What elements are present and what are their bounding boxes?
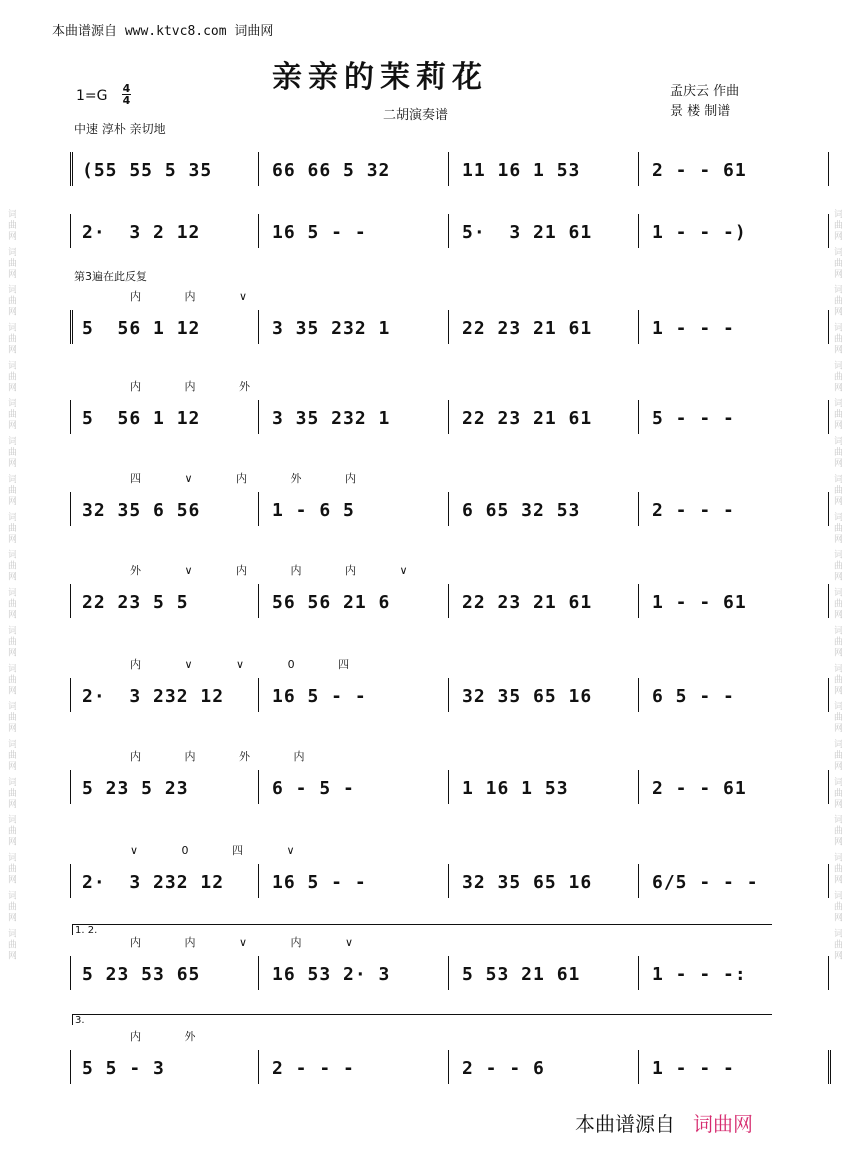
barline <box>258 864 259 898</box>
barline <box>70 770 71 804</box>
measure: 5 5 - 3 <box>82 1058 165 1079</box>
barline <box>638 400 639 434</box>
measure: 1 - - 61 <box>652 592 747 613</box>
time-top: 4 <box>122 82 131 95</box>
measure: 16 5 - - <box>272 222 367 243</box>
barline <box>448 1050 449 1084</box>
notation-line <box>74 686 772 726</box>
measure: 5· 3 21 61 <box>462 222 593 243</box>
measure: 56 56 21 6 <box>272 592 391 613</box>
measure: 1 16 1 53 <box>462 778 569 799</box>
measure: 2 - - 61 <box>652 160 747 181</box>
footer-brand: 词曲网 <box>693 1112 753 1136</box>
barline <box>70 956 71 990</box>
barline <box>448 956 449 990</box>
key-signature: 1=G <box>76 88 108 104</box>
repeat-note: 第3遍在此反复 <box>74 270 147 283</box>
ornament-marks: 四 ∨ 内 外 内 <box>130 472 377 485</box>
barline <box>70 310 73 344</box>
barline <box>638 214 639 248</box>
barline <box>258 1050 259 1084</box>
ornament-marks: 内 内 ∨ <box>130 290 268 303</box>
barline <box>828 770 829 804</box>
barline <box>448 678 449 712</box>
barline <box>258 770 259 804</box>
measure: 5 23 53 65 <box>82 964 201 985</box>
barline <box>258 492 259 526</box>
notation-line <box>74 872 772 912</box>
barline <box>70 492 71 526</box>
ornament-marks: 内 外 <box>130 1030 216 1043</box>
measure: 1 - - - <box>652 1058 735 1079</box>
measure: 22 23 21 61 <box>462 318 593 339</box>
score-title: 亲亲的茉莉花 <box>272 60 488 95</box>
measure: 11 16 1 53 <box>462 160 581 181</box>
ornament-marks: 内 内 ∨ 内 ∨ <box>130 936 374 949</box>
ornament-marks: 外 ∨ 内 内 内 ∨ <box>130 564 428 577</box>
barline <box>258 152 259 186</box>
measure: 1 - - - <box>652 318 735 339</box>
measure: 16 5 - - <box>272 686 367 707</box>
barline <box>448 864 449 898</box>
notation-line <box>74 964 772 1004</box>
measure: 1 - - -) <box>652 222 747 243</box>
measure: 5 56 1 12 <box>82 318 201 339</box>
barline <box>638 584 639 618</box>
barline <box>638 152 639 186</box>
measure: 16 53 2· 3 <box>272 964 391 985</box>
barline <box>638 678 639 712</box>
time-signature <box>122 83 131 106</box>
measure: 5 56 1 12 <box>82 408 201 429</box>
volta-bracket: 3. <box>72 1014 772 1025</box>
barline <box>828 864 829 898</box>
barline <box>828 152 829 186</box>
measure: 32 35 6 56 <box>82 500 201 521</box>
barline <box>448 214 449 248</box>
barline <box>258 584 259 618</box>
measure: 2· 3 2 12 <box>82 222 201 243</box>
notation-line <box>74 160 772 200</box>
barline <box>258 678 259 712</box>
barline <box>828 678 829 712</box>
barline <box>258 214 259 248</box>
footer-label: 本曲谱源自 <box>575 1112 675 1136</box>
ornament-marks: 内 内 外 <box>130 380 270 393</box>
measure: 5 53 21 61 <box>462 964 581 985</box>
barline <box>828 956 829 990</box>
barline <box>828 1050 831 1084</box>
notation-line <box>74 408 772 448</box>
barline <box>448 310 449 344</box>
measure: 2· 3 232 12 <box>82 686 225 707</box>
barline <box>448 770 449 804</box>
measure: 5 - - - <box>652 408 735 429</box>
watermark-left: 词曲网 词曲网 词曲网 词曲网 词曲网 词曲网 词曲网 词曲网 词曲网 词曲网 词曲网 词曲网 词曲网 词曲网 词曲网 词曲网 词曲网 词曲网 词曲网 词曲网 <box>6 209 16 962</box>
barline <box>70 584 71 618</box>
notation-line <box>74 592 772 632</box>
ornament-marks: 内 ∨ ∨ 0 四 <box>130 658 370 671</box>
barline <box>638 492 639 526</box>
barline <box>70 152 73 186</box>
barline <box>258 310 259 344</box>
ornament-marks: 内 内 外 内 <box>130 750 325 763</box>
notation-line <box>74 778 772 818</box>
arranger-credit: 景 楼 制谱 <box>670 104 731 119</box>
measure: 6 5 - - <box>652 686 735 707</box>
notation-line <box>74 318 772 358</box>
source-header: 本曲谱源自 www.ktvc8.com 词曲网 <box>52 24 274 39</box>
barline <box>258 956 259 990</box>
measure: 22 23 21 61 <box>462 408 593 429</box>
barline <box>258 400 259 434</box>
barline <box>448 584 449 618</box>
measure: 6 65 32 53 <box>462 500 581 521</box>
footer-source <box>575 1108 753 1137</box>
measure: 5 23 5 23 <box>82 778 189 799</box>
barline <box>70 864 71 898</box>
barline <box>70 400 71 434</box>
barline <box>638 770 639 804</box>
barline <box>638 864 639 898</box>
measure: 3 35 232 1 <box>272 318 391 339</box>
measure: 2 - - - <box>652 500 735 521</box>
measure: 3 35 232 1 <box>272 408 391 429</box>
measure: 1 - 6 5 <box>272 500 355 521</box>
notation-line <box>74 1058 772 1098</box>
measure: 2 - - 6 <box>462 1058 545 1079</box>
notation-line <box>74 222 772 262</box>
measure: (55 55 5 35 <box>82 160 213 181</box>
notation-line <box>74 500 772 540</box>
barline <box>828 584 829 618</box>
measure: 32 35 65 16 <box>462 686 593 707</box>
barline <box>448 152 449 186</box>
barline <box>638 310 639 344</box>
composer-credit: 孟庆云 作曲 <box>670 84 740 99</box>
watermark-right: 词曲网 词曲网 词曲网 词曲网 词曲网 词曲网 词曲网 词曲网 词曲网 词曲网 词曲网 词曲网 词曲网 词曲网 词曲网 词曲网 词曲网 词曲网 词曲网 词曲网 <box>832 209 842 962</box>
barline <box>828 214 829 248</box>
barline <box>70 214 71 248</box>
measure: 66 66 5 32 <box>272 160 391 181</box>
measure: 2 - - - <box>272 1058 355 1079</box>
tempo-marking: 中速 淳朴 亲切地 <box>74 122 166 136</box>
ornament-marks: ∨ 0 四 ∨ <box>130 844 315 857</box>
barline <box>638 956 639 990</box>
volta-bracket: 1. 2. <box>72 924 772 935</box>
barline <box>828 492 829 526</box>
measure: 22 23 21 61 <box>462 592 593 613</box>
measure: 2· 3 232 12 <box>82 872 225 893</box>
score-subtitle: 二胡演奏谱 <box>383 108 449 123</box>
barline <box>448 492 449 526</box>
measure: 22 23 5 5 <box>82 592 189 613</box>
measure: 2 - - 61 <box>652 778 747 799</box>
barline <box>70 1050 71 1084</box>
barline <box>448 400 449 434</box>
measure: 1 - - -: <box>652 964 747 985</box>
barline <box>70 678 71 712</box>
time-bottom: 4 <box>122 94 131 107</box>
measure: 6 - 5 - <box>272 778 355 799</box>
measure: 6/5 - - - <box>652 872 759 893</box>
barline <box>828 310 829 344</box>
measure: 32 35 65 16 <box>462 872 593 893</box>
barline <box>638 1050 639 1084</box>
measure: 16 5 - - <box>272 872 367 893</box>
barline <box>828 400 829 434</box>
